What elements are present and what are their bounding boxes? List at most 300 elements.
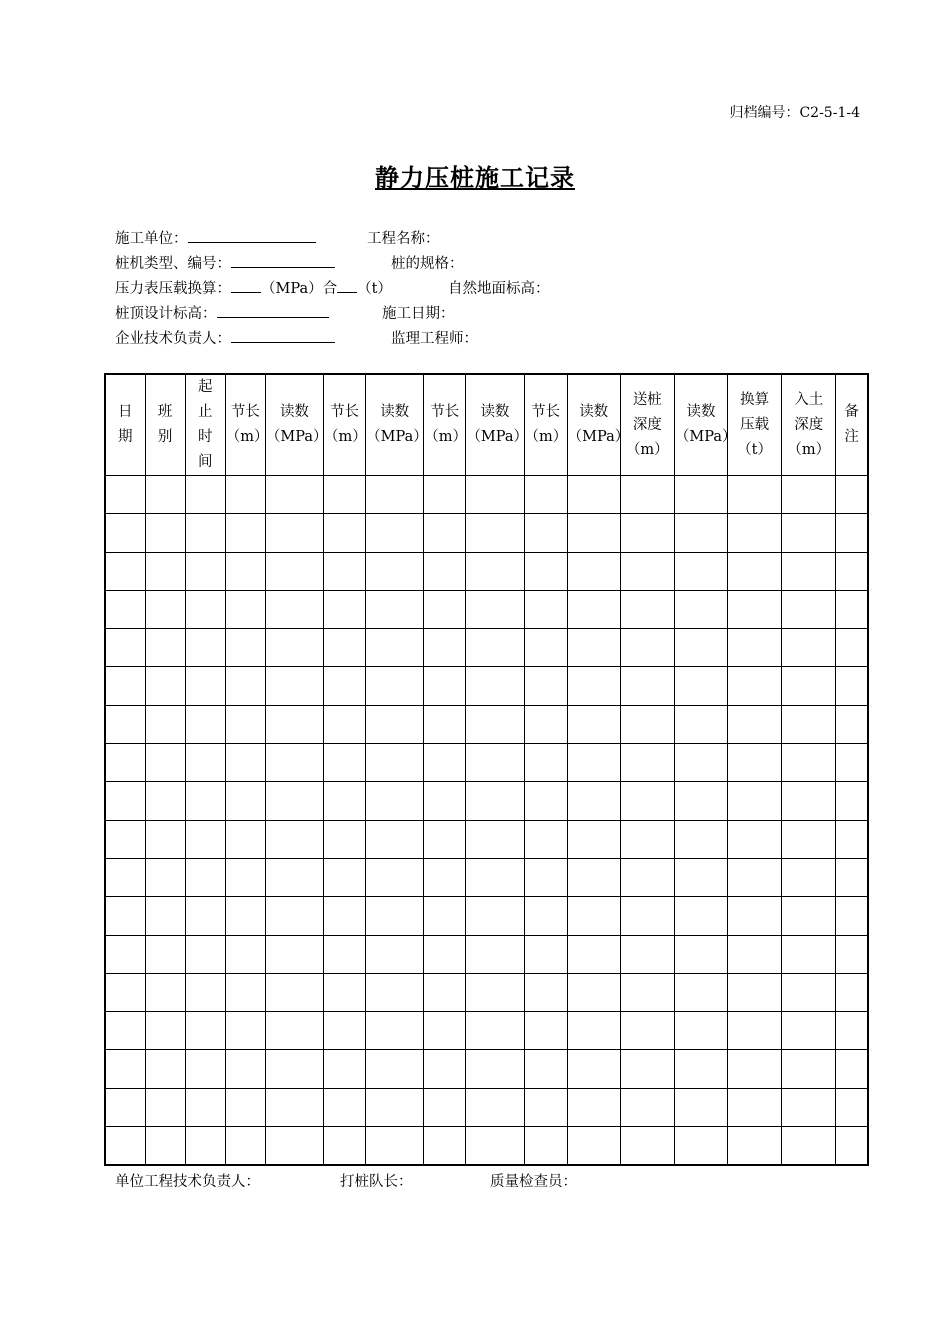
table-cell[interactable] [185, 820, 225, 858]
table-cell[interactable] [105, 782, 145, 820]
table-cell[interactable] [728, 667, 782, 705]
table-cell[interactable] [782, 590, 836, 628]
table-cell[interactable] [782, 1012, 836, 1050]
table-cell[interactable] [782, 897, 836, 935]
column-header-line: 读数 [380, 404, 410, 420]
table-cell[interactable] [728, 629, 782, 667]
table-cell[interactable] [620, 629, 674, 667]
table-cell[interactable] [567, 935, 620, 973]
column-header-line: （m） [324, 429, 367, 445]
table-cell[interactable] [265, 1127, 323, 1165]
pressure-conversion-label: 压力表压载换算： [115, 281, 231, 297]
table-cell[interactable] [728, 935, 782, 973]
table-cell[interactable] [185, 590, 225, 628]
table-cell[interactable] [105, 667, 145, 705]
table-cell[interactable] [466, 744, 524, 782]
table-cell[interactable] [225, 1050, 265, 1088]
table-cell[interactable] [366, 858, 424, 896]
table-cell[interactable] [225, 935, 265, 973]
table-cell[interactable] [105, 1088, 145, 1126]
table-cell[interactable] [466, 514, 524, 552]
table-cell[interactable] [836, 973, 868, 1011]
table-cell[interactable] [424, 590, 466, 628]
table-cell[interactable] [466, 1127, 524, 1165]
table-cell[interactable] [728, 1127, 782, 1165]
table-cell[interactable] [524, 973, 567, 1011]
table-cell[interactable] [185, 667, 225, 705]
table-cell[interactable] [145, 476, 185, 514]
table-cell[interactable] [225, 1012, 265, 1050]
table-cell[interactable] [466, 1050, 524, 1088]
table-cell[interactable] [225, 514, 265, 552]
table-cell[interactable] [466, 552, 524, 590]
table-cell[interactable] [782, 935, 836, 973]
table-cell[interactable] [466, 629, 524, 667]
table-cell[interactable] [782, 705, 836, 743]
table-cell[interactable] [620, 897, 674, 935]
table-cell[interactable] [366, 973, 424, 1011]
table-cell[interactable] [105, 629, 145, 667]
table-cell[interactable] [728, 705, 782, 743]
table-cell[interactable] [185, 705, 225, 743]
table-cell[interactable] [620, 820, 674, 858]
table-cell[interactable] [185, 897, 225, 935]
table-cell[interactable] [567, 514, 620, 552]
table-cell[interactable] [728, 744, 782, 782]
table-cell[interactable] [524, 1127, 567, 1165]
table-cell[interactable] [524, 590, 567, 628]
table-cell[interactable] [145, 973, 185, 1011]
table-cell[interactable] [836, 667, 868, 705]
table-cell[interactable] [674, 590, 727, 628]
table-cell[interactable] [620, 744, 674, 782]
construction-unit-blank[interactable] [188, 228, 316, 243]
table-cell[interactable] [728, 590, 782, 628]
table-cell[interactable] [185, 629, 225, 667]
table-cell[interactable] [145, 858, 185, 896]
table-cell[interactable] [836, 1088, 868, 1126]
table-cell[interactable] [424, 705, 466, 743]
table-cell[interactable] [524, 667, 567, 705]
table-cell[interactable] [466, 858, 524, 896]
table-cell[interactable] [265, 820, 323, 858]
table-cell[interactable] [145, 514, 185, 552]
table-cell[interactable] [145, 590, 185, 628]
table-cell[interactable] [366, 1050, 424, 1088]
table-cell[interactable] [567, 1012, 620, 1050]
table-cell[interactable] [836, 514, 868, 552]
table-cell[interactable] [145, 629, 185, 667]
table-cell[interactable] [620, 1088, 674, 1126]
table-cell[interactable] [225, 705, 265, 743]
table-cell[interactable] [324, 897, 366, 935]
table-cell[interactable] [366, 552, 424, 590]
table-cell[interactable] [424, 820, 466, 858]
table-cell[interactable] [225, 782, 265, 820]
table-cell[interactable] [424, 1088, 466, 1126]
table-cell[interactable] [524, 744, 567, 782]
table-cell[interactable] [265, 973, 323, 1011]
table-cell[interactable] [105, 820, 145, 858]
table-cell[interactable] [225, 973, 265, 1011]
table-cell[interactable] [105, 935, 145, 973]
table-cell[interactable] [524, 897, 567, 935]
table-cell[interactable] [728, 820, 782, 858]
table-cell[interactable] [567, 973, 620, 1011]
table-cell[interactable] [567, 1088, 620, 1126]
table-cell[interactable] [466, 705, 524, 743]
table-cell[interactable] [105, 897, 145, 935]
table-cell[interactable] [324, 935, 366, 973]
table-cell[interactable] [524, 782, 567, 820]
table-cell[interactable] [620, 552, 674, 590]
table-cell[interactable] [620, 514, 674, 552]
table-cell[interactable] [782, 820, 836, 858]
column-header-line: 期 [118, 429, 133, 445]
table-cell[interactable] [424, 667, 466, 705]
table-cell[interactable] [145, 667, 185, 705]
table-cell[interactable] [728, 514, 782, 552]
table-cell[interactable] [366, 782, 424, 820]
pressure-mpa-blank[interactable] [231, 278, 261, 293]
table-cell[interactable] [674, 744, 727, 782]
table-cell[interactable] [324, 858, 366, 896]
table-cell[interactable] [728, 552, 782, 590]
table-cell[interactable] [265, 590, 323, 628]
table-cell[interactable] [782, 476, 836, 514]
table-cell[interactable] [674, 705, 727, 743]
pile-machine-blank[interactable] [231, 253, 335, 268]
table-cell[interactable] [185, 1050, 225, 1088]
table-cell[interactable] [225, 667, 265, 705]
table-cell[interactable] [324, 973, 366, 1011]
table-cell[interactable] [424, 552, 466, 590]
table-cell[interactable] [782, 1127, 836, 1165]
table-cell[interactable] [324, 552, 366, 590]
table-cell[interactable] [145, 1012, 185, 1050]
table-cell[interactable] [620, 858, 674, 896]
table-cell[interactable] [424, 629, 466, 667]
table-cell[interactable] [782, 514, 836, 552]
table-cell[interactable] [145, 705, 185, 743]
table-cell[interactable] [782, 1088, 836, 1126]
table-cell[interactable] [524, 476, 567, 514]
table-cell[interactable] [324, 514, 366, 552]
table-cell[interactable] [674, 858, 727, 896]
table-cell[interactable] [324, 1127, 366, 1165]
table-cell[interactable] [424, 514, 466, 552]
table-cell[interactable] [424, 858, 466, 896]
table-cell[interactable] [620, 667, 674, 705]
table-cell[interactable] [265, 667, 323, 705]
table-cell[interactable] [185, 973, 225, 1011]
table-cell[interactable] [265, 705, 323, 743]
table-cell[interactable] [225, 1088, 265, 1126]
table-cell[interactable] [225, 744, 265, 782]
table-cell[interactable] [265, 1012, 323, 1050]
table-cell[interactable] [524, 820, 567, 858]
table-cell[interactable] [836, 1127, 868, 1165]
table-cell[interactable] [674, 1050, 727, 1088]
table-cell[interactable] [324, 590, 366, 628]
table-cell[interactable] [466, 1012, 524, 1050]
table-cell[interactable] [524, 1088, 567, 1126]
table-cell[interactable] [567, 476, 620, 514]
table-cell[interactable] [185, 858, 225, 896]
table-cell[interactable] [567, 744, 620, 782]
table-cell[interactable] [366, 590, 424, 628]
table-cell[interactable] [366, 514, 424, 552]
table-cell[interactable] [466, 782, 524, 820]
table-cell[interactable] [105, 973, 145, 1011]
table-cell[interactable] [424, 476, 466, 514]
table-cell[interactable] [620, 973, 674, 1011]
table-cell[interactable] [145, 782, 185, 820]
table-cell[interactable] [225, 1127, 265, 1165]
table-cell[interactable] [728, 476, 782, 514]
table-cell[interactable] [567, 1050, 620, 1088]
table-cell[interactable] [366, 820, 424, 858]
table-cell[interactable] [728, 973, 782, 1011]
table-cell[interactable] [324, 705, 366, 743]
table-cell[interactable] [524, 552, 567, 590]
table-cell[interactable] [728, 782, 782, 820]
table-cell[interactable] [366, 935, 424, 973]
table-cell[interactable] [836, 1012, 868, 1050]
table-cell[interactable] [424, 973, 466, 1011]
table-cell[interactable] [836, 820, 868, 858]
table-cell[interactable] [567, 820, 620, 858]
table-cell[interactable] [324, 1050, 366, 1088]
table-cell[interactable] [145, 897, 185, 935]
table-cell[interactable] [567, 858, 620, 896]
table-cell[interactable] [265, 744, 323, 782]
table-cell[interactable] [324, 1088, 366, 1126]
table-cell[interactable] [324, 476, 366, 514]
table-cell[interactable] [225, 858, 265, 896]
table-cell[interactable] [567, 629, 620, 667]
table-cell[interactable] [567, 782, 620, 820]
table-cell[interactable] [424, 897, 466, 935]
table-cell[interactable] [674, 667, 727, 705]
table-cell[interactable] [324, 782, 366, 820]
table-cell[interactable] [324, 629, 366, 667]
table-cell[interactable] [674, 476, 727, 514]
pressure-t-blank[interactable] [337, 278, 357, 293]
enterprise-tech-lead-blank[interactable] [231, 328, 335, 343]
table-cell[interactable] [620, 590, 674, 628]
table-cell[interactable] [524, 1012, 567, 1050]
table-cell[interactable] [782, 629, 836, 667]
table-cell[interactable] [836, 629, 868, 667]
table-cell[interactable] [782, 744, 836, 782]
table-cell[interactable] [728, 1050, 782, 1088]
table-cell[interactable] [265, 629, 323, 667]
pile-top-elevation-blank[interactable] [217, 303, 329, 318]
table-cell[interactable] [524, 1050, 567, 1088]
table-cell[interactable] [366, 1012, 424, 1050]
table-cell[interactable] [524, 629, 567, 667]
table-cell[interactable] [185, 1088, 225, 1126]
table-cell[interactable] [674, 1088, 727, 1126]
table-cell[interactable] [105, 590, 145, 628]
table-cell[interactable] [674, 973, 727, 1011]
table-cell[interactable] [424, 1127, 466, 1165]
table-cell[interactable] [265, 1050, 323, 1088]
table-cell[interactable] [424, 1050, 466, 1088]
table-cell[interactable] [185, 1127, 225, 1165]
table-cell[interactable] [145, 1088, 185, 1126]
table-cell[interactable] [567, 705, 620, 743]
table-cell[interactable] [728, 858, 782, 896]
table-cell[interactable] [145, 820, 185, 858]
table-cell[interactable] [466, 935, 524, 973]
table-cell[interactable] [524, 858, 567, 896]
table-cell[interactable] [424, 782, 466, 820]
table-cell[interactable] [567, 1127, 620, 1165]
table-cell[interactable] [366, 897, 424, 935]
table-cell[interactable] [366, 1088, 424, 1126]
table-cell[interactable] [424, 744, 466, 782]
table-cell[interactable] [836, 935, 868, 973]
table-cell[interactable] [466, 820, 524, 858]
table-cell[interactable] [524, 935, 567, 973]
table-cell[interactable] [185, 514, 225, 552]
table-cell[interactable] [674, 782, 727, 820]
table-cell[interactable] [265, 858, 323, 896]
table-cell[interactable] [567, 552, 620, 590]
table-cell[interactable] [145, 1127, 185, 1165]
table-cell[interactable] [265, 897, 323, 935]
table-cell[interactable] [620, 935, 674, 973]
table-cell[interactable] [620, 705, 674, 743]
table-cell[interactable] [185, 744, 225, 782]
table-cell[interactable] [620, 476, 674, 514]
table-cell[interactable] [836, 1050, 868, 1088]
table-cell[interactable] [324, 1012, 366, 1050]
table-cell[interactable] [225, 820, 265, 858]
table-cell[interactable] [728, 1088, 782, 1126]
table-cell[interactable] [424, 1012, 466, 1050]
table-cell[interactable] [466, 590, 524, 628]
table-cell[interactable] [567, 590, 620, 628]
table-cell[interactable] [366, 705, 424, 743]
table-cell[interactable] [105, 1050, 145, 1088]
table-cell[interactable] [324, 744, 366, 782]
table-cell[interactable] [105, 514, 145, 552]
table-cell[interactable] [567, 897, 620, 935]
table-cell[interactable] [782, 858, 836, 896]
table-cell[interactable] [105, 858, 145, 896]
table-cell[interactable] [225, 476, 265, 514]
table-cell[interactable] [782, 1050, 836, 1088]
table-cell[interactable] [225, 629, 265, 667]
table-cell[interactable] [836, 744, 868, 782]
table-cell[interactable] [728, 1012, 782, 1050]
table-cell[interactable] [836, 476, 868, 514]
table-cell[interactable] [466, 973, 524, 1011]
table-cell[interactable] [466, 897, 524, 935]
table-cell[interactable] [185, 782, 225, 820]
table-cell[interactable] [265, 476, 323, 514]
table-cell[interactable] [674, 629, 727, 667]
table-cell[interactable] [674, 552, 727, 590]
table-cell[interactable] [567, 667, 620, 705]
table-cell[interactable] [145, 1050, 185, 1088]
table-cell[interactable] [674, 935, 727, 973]
table-cell[interactable] [524, 705, 567, 743]
table-cell[interactable] [836, 590, 868, 628]
table-cell[interactable] [185, 552, 225, 590]
table-cell[interactable] [366, 744, 424, 782]
table-cell[interactable] [105, 476, 145, 514]
table-cell[interactable] [620, 1127, 674, 1165]
table-cell[interactable] [185, 1012, 225, 1050]
table-cell[interactable] [620, 1050, 674, 1088]
table-cell[interactable] [674, 897, 727, 935]
table-cell[interactable] [105, 552, 145, 590]
table-cell[interactable] [324, 820, 366, 858]
table-cell[interactable] [620, 782, 674, 820]
table-cell[interactable] [466, 667, 524, 705]
table-cell[interactable] [424, 935, 466, 973]
table-cell[interactable] [366, 1127, 424, 1165]
table-cell[interactable] [366, 476, 424, 514]
table-cell[interactable] [105, 744, 145, 782]
table-cell[interactable] [265, 514, 323, 552]
table-cell[interactable] [324, 667, 366, 705]
table-cell[interactable] [185, 476, 225, 514]
table-cell[interactable] [366, 629, 424, 667]
table-cell[interactable] [620, 1012, 674, 1050]
table-cell[interactable] [265, 552, 323, 590]
table-cell[interactable] [105, 705, 145, 743]
table-cell[interactable] [225, 897, 265, 935]
table-cell[interactable] [466, 1088, 524, 1126]
table-cell[interactable] [782, 973, 836, 1011]
table-cell[interactable] [145, 744, 185, 782]
table-cell[interactable] [836, 897, 868, 935]
table-cell[interactable] [836, 705, 868, 743]
table-cell[interactable] [782, 667, 836, 705]
table-cell[interactable] [145, 935, 185, 973]
table-cell[interactable] [782, 552, 836, 590]
table-cell[interactable] [674, 820, 727, 858]
table-row [105, 552, 868, 590]
table-cell[interactable] [674, 1127, 727, 1165]
table-cell[interactable] [674, 1012, 727, 1050]
table-cell[interactable] [105, 1012, 145, 1050]
table-cell[interactable] [836, 552, 868, 590]
table-cell[interactable] [105, 1127, 145, 1165]
table-cell[interactable] [782, 782, 836, 820]
column-header-line: 送桩 [632, 391, 662, 408]
table-cell[interactable] [265, 935, 323, 973]
table-cell[interactable] [225, 552, 265, 590]
table-cell[interactable] [185, 935, 225, 973]
table-cell[interactable] [836, 858, 868, 896]
table-cell[interactable] [728, 897, 782, 935]
table-cell[interactable] [145, 552, 185, 590]
table-cell[interactable] [674, 514, 727, 552]
table-cell[interactable] [366, 667, 424, 705]
table-cell[interactable] [265, 1088, 323, 1126]
table-cell[interactable] [524, 514, 567, 552]
table-cell[interactable] [265, 782, 323, 820]
table-cell[interactable] [466, 476, 524, 514]
table-cell[interactable] [836, 782, 868, 820]
table-cell[interactable] [225, 590, 265, 628]
